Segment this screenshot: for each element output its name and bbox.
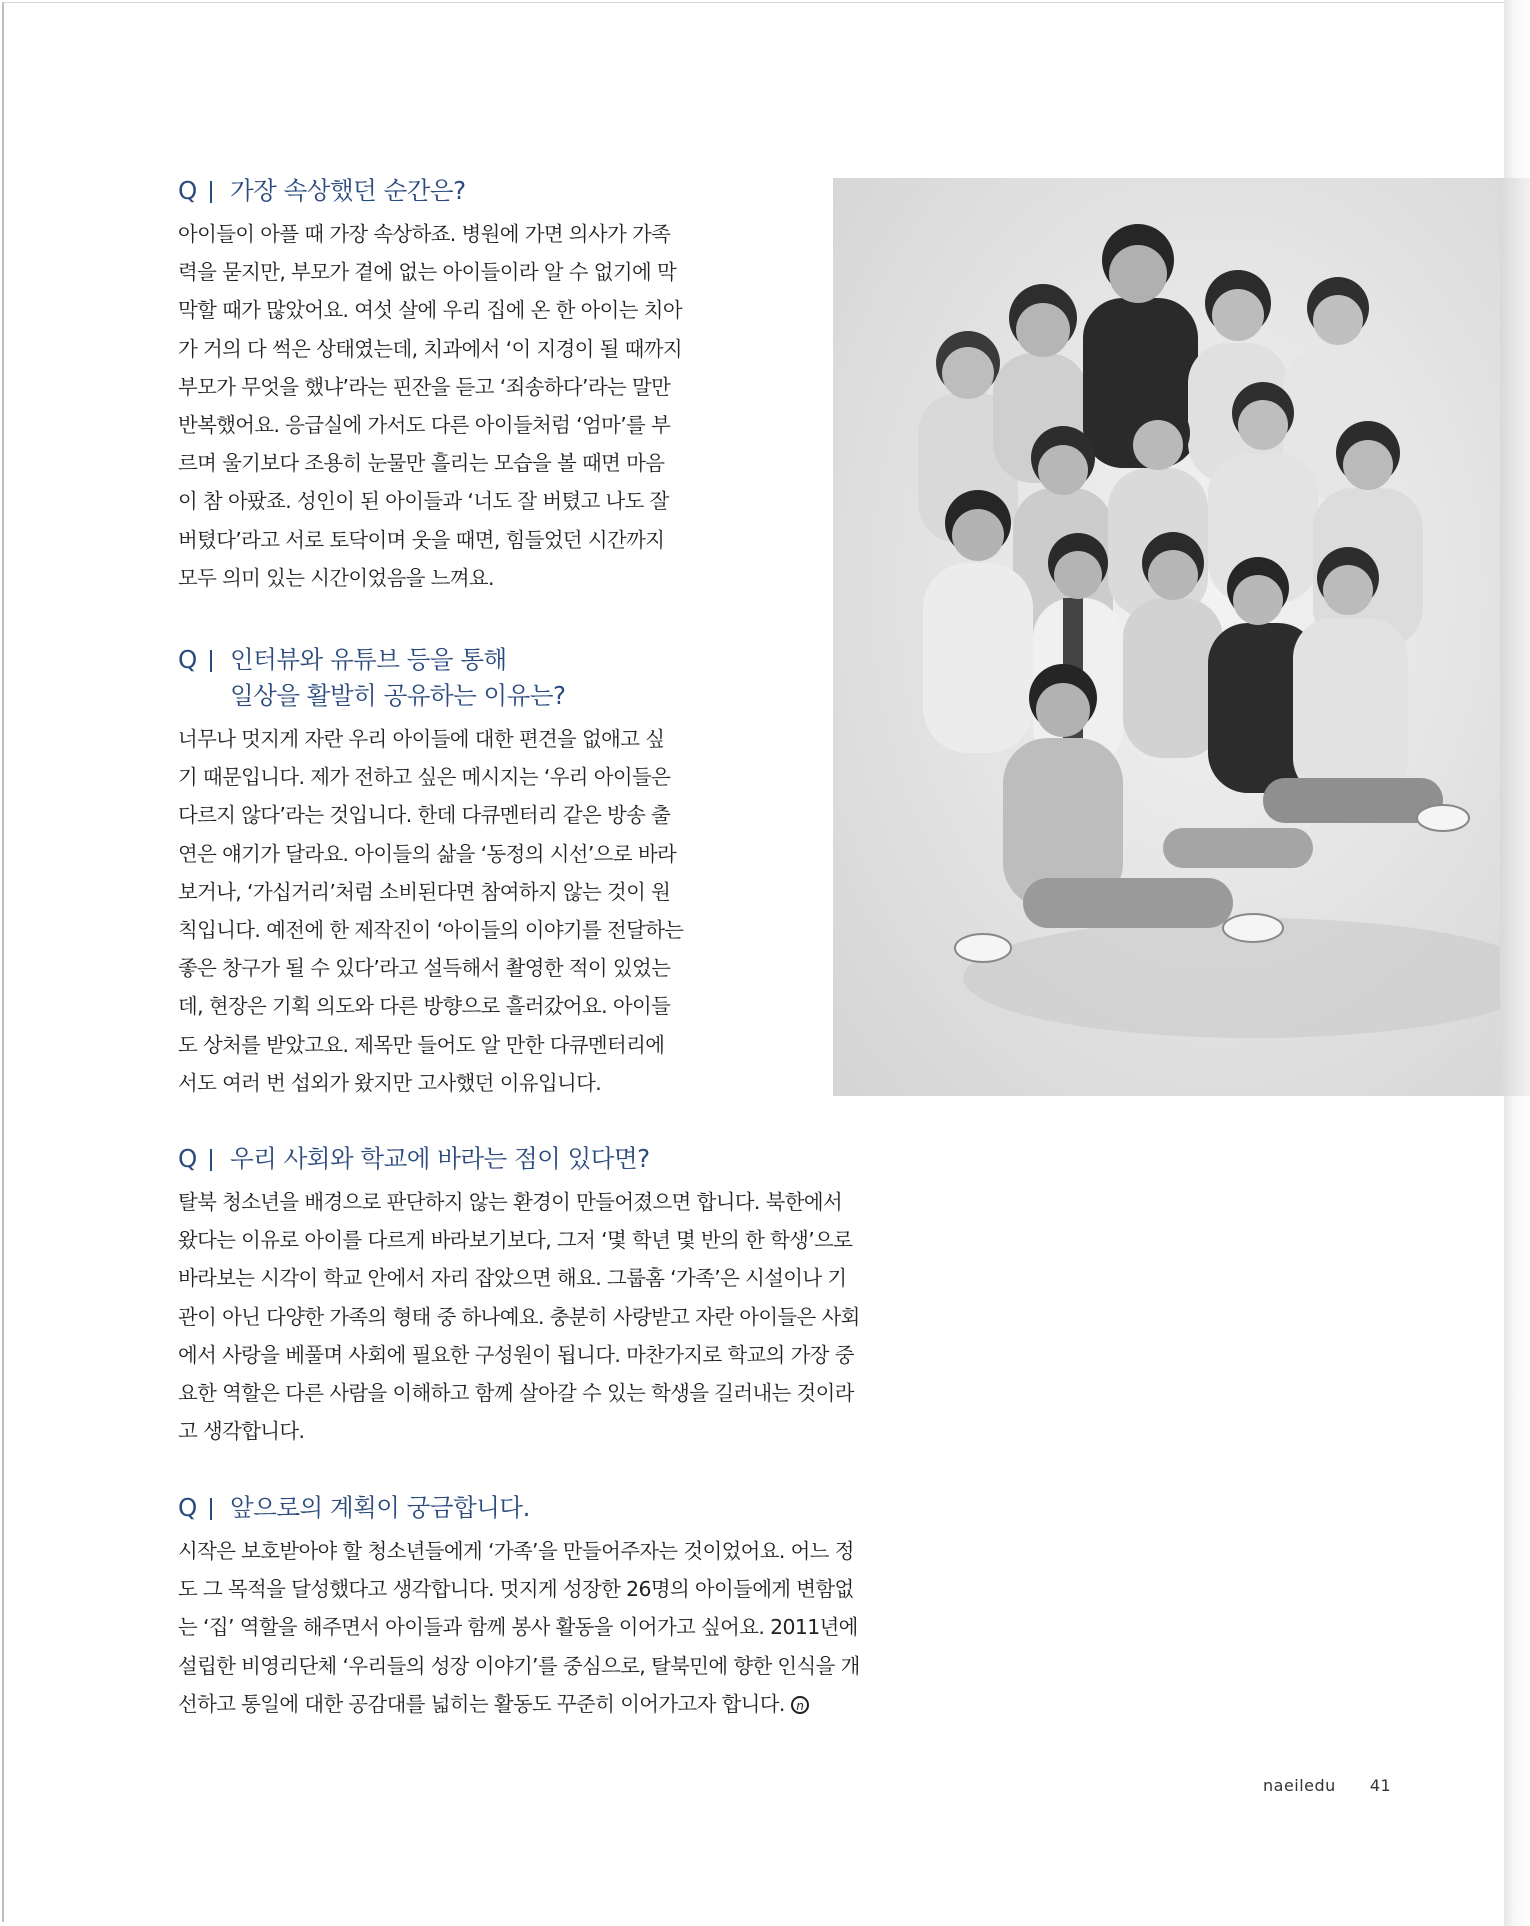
photo-page-overflow [1500, 178, 1530, 1096]
answer-line: 아이들이 아플 때 가장 속상하죠. 병원에 가면 의사가 가족 [178, 222, 671, 246]
q-divider [210, 1149, 212, 1171]
answer-line: 좋은 창구가 될 수 있다’라고 설득해서 촬영한 적이 있었는 [178, 956, 671, 981]
sneaker [1417, 805, 1469, 831]
answer-line: 도 그 목적을 달성했다고 생각합니다. 멋지게 성장한 26명의 아이들에게 변함없 [178, 1577, 854, 1602]
answer-line: 모두 의미 있는 시간이었음을 느껴요. [178, 565, 494, 590]
answer-1 [178, 215, 682, 597]
qa-section-2 [178, 642, 683, 1102]
answer-line: 가 거의 다 썩은 상태였는데, 치과에서 ‘이 지경이 될 때까지 [178, 336, 682, 361]
question-line: 가장 속상했던 순간은? [230, 176, 466, 205]
answer-line: 막할 때가 많았어요. 여섯 살에 우리 집에 온 한 아이는 치아 [178, 298, 682, 323]
page-number: 41 [1369, 1776, 1392, 1795]
footer-brand: naeiledu [1263, 1776, 1336, 1795]
answer-line-text: 선하고 통일에 대한 공감대를 넓히는 활동도 꾸준히 이어가고자 합니다. [178, 1691, 785, 1716]
answer-3 [178, 1183, 860, 1450]
answer-line: 시작은 보호받아야 할 청소년들에게 ‘가족’을 만들어주자는 것이었어요. 어느 정 [178, 1539, 854, 1563]
group-photo-illustration [833, 178, 1530, 1096]
group-photo [833, 178, 1530, 1096]
question-line: 일상을 활발히 공유하는 이유는? [230, 681, 566, 710]
question-2 [178, 642, 683, 714]
answer-line: 반복했어요. 응급실에 가서도 다른 아이들처럼 ‘엄마’를 부 [178, 413, 671, 438]
q-mark: Q [178, 645, 197, 674]
article-end-mark-icon: n [791, 1696, 809, 1714]
answer-line: 요한 역할은 다른 사람을 이해하고 함께 살아갈 수 있는 학생을 길러내는 것이라 [178, 1381, 854, 1406]
answer-line: 너무나 멋지게 자란 우리 아이들에 대한 편견을 없애고 싶 [178, 727, 665, 751]
qa-section-3 [178, 1141, 860, 1450]
answer-line: 버텼다’라고 서로 토닥이며 웃을 때면, 힘들었던 시간까지 [178, 527, 665, 552]
q-mark: Q [178, 176, 197, 205]
answer-line: 이 참 아팠죠. 성인이 된 아이들과 ‘너도 잘 버텼고 나도 잘 [178, 489, 669, 514]
q-divider [210, 1498, 212, 1520]
question-line: 인터뷰와 유튜브 등을 통해 [230, 645, 507, 674]
answer-line: 에서 사랑을 베풀며 사회에 필요한 구성원이 됩니다. 마찬가지로 학교의 가장 중 [178, 1342, 854, 1367]
answer-line: 탈북 청소년을 배경으로 판단하지 않는 환경이 만들어졌으면 합니다. 북한에서 [178, 1190, 843, 1214]
answer-line: 다르지 않다’라는 것입니다. 한데 다큐멘터리 같은 방송 출 [178, 803, 671, 828]
answer-line: 부모가 무엇을 했냐’라는 핀잔을 듣고 ‘죄송하다’라는 말만 [178, 374, 671, 399]
legs-center [1163, 828, 1313, 868]
legs-right [1263, 778, 1443, 823]
question-3 [178, 1141, 860, 1177]
answer-line: 르며 울기보다 조용히 눈물만 흘리는 모습을 볼 때면 마음 [178, 451, 665, 476]
q-divider [210, 650, 212, 672]
answer-line: 데, 현장은 기획 의도와 다른 방향으로 흘러갔어요. 아이들 [178, 994, 671, 1019]
q-mark: Q [178, 1144, 197, 1173]
answer-line: 왔다는 이유로 아이를 다르게 바라보기보다, 그저 ‘몇 학년 몇 반의 한 학생’으로 [178, 1228, 853, 1253]
question-1 [178, 173, 682, 209]
answer-line: 기 때문입니다. 제가 전하고 싶은 메시지는 ‘우리 아이들은 [178, 765, 671, 790]
answer-line: 칙입니다. 예전에 한 제작진이 ‘아이들의 이야기를 전달하는 [178, 918, 684, 943]
answer-line: 도 상처를 받았고요. 제목만 들어도 알 만한 다큐멘터리에 [178, 1032, 665, 1057]
qa-section-1 [178, 173, 682, 597]
page-footer [1263, 1776, 1391, 1795]
answer-line: 는 ‘집’ 역할을 해주면서 아이들과 함께 봉사 활동을 이어가고 싶어요. 2011년에 [178, 1615, 858, 1640]
answer-4 [178, 1532, 860, 1723]
answer-line: 보거나, ‘가십거리’처럼 소비된다면 참여하지 않는 것이 원 [178, 879, 671, 904]
answer-line: 설립한 비영리단체 ‘우리들의 성장 이야기’를 중심으로, 탈북민에 향한 인식을 개 [178, 1653, 860, 1678]
answer-line: 력을 묻지만, 부모가 곁에 없는 아이들이라 알 수 없기에 막 [178, 260, 677, 285]
q-divider [210, 181, 212, 203]
answer-line: 바라보는 시각이 학교 안에서 자리 잡았으면 해요. 그룹홈 ‘가족’은 시설이나 기 [178, 1266, 847, 1291]
answer-line: 고 생각합니다. [178, 1419, 305, 1444]
q-mark: Q [178, 1493, 197, 1522]
answer-line: 연은 얘기가 달라요. 아이들의 삶을 ‘동정의 시선’으로 바라 [178, 841, 677, 866]
answer-2 [178, 720, 683, 1102]
qa-section-4 [178, 1490, 860, 1723]
answer-line: 서도 여러 번 섭외가 왔지만 고사했던 이유입니다. [178, 1070, 602, 1095]
answer-line-last [178, 1685, 860, 1723]
question-line: 앞으로의 계획이 궁금합니다. [230, 1493, 530, 1522]
answer-line: 관이 아닌 다양한 가족의 형태 중 하나예요. 충분히 사랑받고 자란 아이들은 사회 [178, 1304, 860, 1329]
question-line: 우리 사회와 학교에 바라는 점이 있다면? [230, 1144, 650, 1173]
question-4 [178, 1490, 860, 1526]
